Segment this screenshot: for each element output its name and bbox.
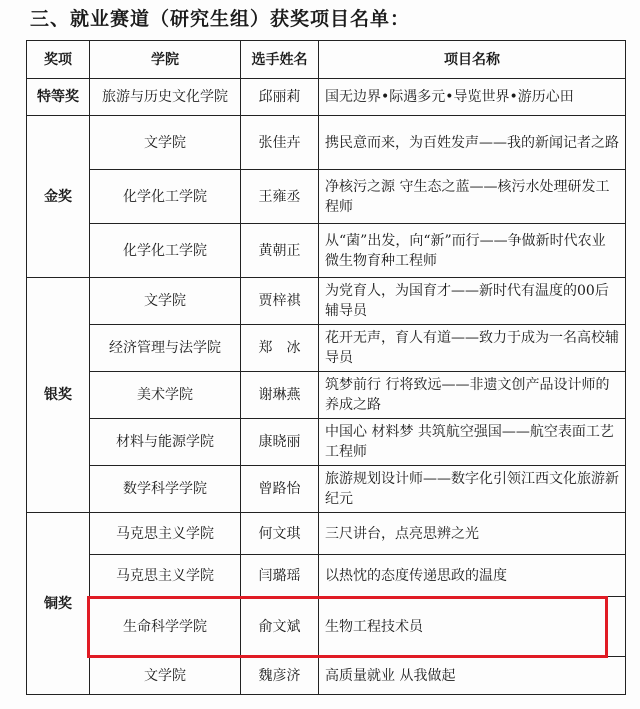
college-cell: 马克思主义学院 xyxy=(90,555,241,597)
name-cell: 郑 冰 xyxy=(241,325,319,372)
name-cell: 何文琪 xyxy=(241,513,319,555)
project-cell: 三尺讲台，点亮思辨之光 xyxy=(319,513,626,555)
table-row xyxy=(27,325,626,372)
table-row xyxy=(27,555,626,597)
name-cell: 俞文斌 xyxy=(241,597,319,657)
name-cell: 闫璐瑶 xyxy=(241,555,319,597)
project-cell: 国无边界•际遇多元•导览世界•游历心田 xyxy=(319,79,626,116)
project-cell: 高质量就业 从我做起 xyxy=(319,657,626,695)
header-project: 项目名称 xyxy=(319,41,626,79)
project-cell: 为党育人，为国育才——新时代有温度的00后辅导员 xyxy=(319,278,626,325)
name-cell: 曾路怡 xyxy=(241,466,319,513)
award-gold: 金奖 xyxy=(27,116,90,278)
section-heading: 三、就业赛道（研究生组）获奖项目名单： xyxy=(30,8,411,30)
table-row xyxy=(27,224,626,278)
awards-table xyxy=(26,40,626,695)
name-cell: 邱丽莉 xyxy=(241,79,319,116)
table-row xyxy=(27,513,626,555)
college-cell: 马克思主义学院 xyxy=(90,513,241,555)
header-name: 选手姓名 xyxy=(241,41,319,79)
award-silver: 银奖 xyxy=(27,278,90,513)
project-cell: 筑梦前行 行将致远——非遗文创产品设计师的养成之路 xyxy=(319,372,626,419)
name-cell: 谢琳燕 xyxy=(241,372,319,419)
project-cell: 生物工程技术员 xyxy=(319,597,626,657)
award-special: 特等奖 xyxy=(27,79,90,116)
header-award: 奖项 xyxy=(27,41,90,79)
college-cell: 文学院 xyxy=(90,657,241,695)
college-cell: 化学化工学院 xyxy=(90,170,241,224)
college-cell: 化学化工学院 xyxy=(90,224,241,278)
project-cell: 以热忱的态度传递思政的温度 xyxy=(319,555,626,597)
name-cell: 王雍丞 xyxy=(241,170,319,224)
college-cell: 生命科学学院 xyxy=(90,597,241,657)
college-cell: 美术学院 xyxy=(90,372,241,419)
table-row xyxy=(27,657,626,695)
project-cell: 花开无声，育人有道——致力于成为一名高校辅导员 xyxy=(319,325,626,372)
table-row xyxy=(27,466,626,513)
college-cell: 经济管理与法学院 xyxy=(90,325,241,372)
project-cell: 旅游规划设计师——数字化引领江西文化旅游新纪元 xyxy=(319,466,626,513)
name-cell: 贾梓祺 xyxy=(241,278,319,325)
table-row xyxy=(27,116,626,170)
college-cell: 文学院 xyxy=(90,278,241,325)
college-cell: 旅游与历史文化学院 xyxy=(90,79,241,116)
name-cell: 张佳卉 xyxy=(241,116,319,170)
table-header-row xyxy=(27,41,626,79)
table-row xyxy=(27,170,626,224)
name-cell: 黄朝正 xyxy=(241,224,319,278)
project-cell: 净核污之源 守生态之蓝——核污水处理研发工程师 xyxy=(319,170,626,224)
project-cell: 携民意而来，为百姓发声——我的新闻记者之路 xyxy=(319,116,626,170)
header-college: 学院 xyxy=(90,41,241,79)
name-cell: 康晓丽 xyxy=(241,419,319,466)
project-cell: 从“菌”出发，向“新”而行——争做新时代农业微生物育种工程师 xyxy=(319,224,626,278)
table-row xyxy=(27,419,626,466)
award-bronze: 铜奖 xyxy=(27,513,90,695)
name-cell: 魏彦济 xyxy=(241,657,319,695)
project-cell: 中国心 材料梦 共筑航空强国——航空表面工艺工程师 xyxy=(319,419,626,466)
college-cell: 数学科学学院 xyxy=(90,466,241,513)
table-row xyxy=(27,79,626,116)
college-cell: 文学院 xyxy=(90,116,241,170)
table-row xyxy=(27,372,626,419)
table-row xyxy=(27,278,626,325)
table-row-highlighted xyxy=(27,597,626,657)
college-cell: 材料与能源学院 xyxy=(90,419,241,466)
